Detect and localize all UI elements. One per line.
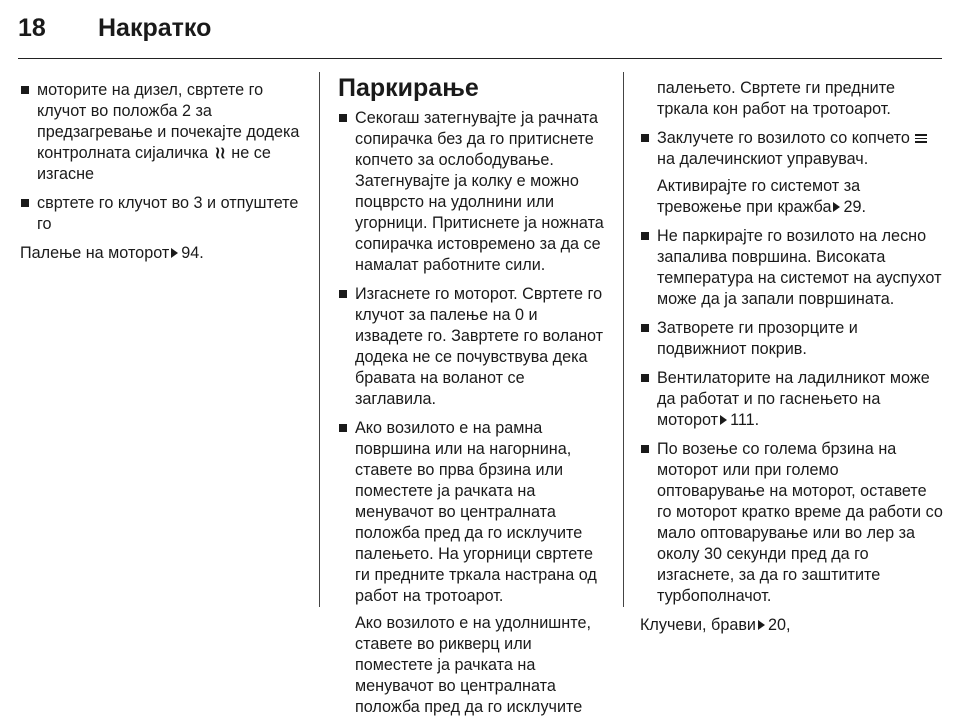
column-divider-1 <box>319 72 320 607</box>
page-reference-arrow-icon <box>833 202 840 212</box>
bullet-text: Затворете ги прозорците и подвижниот покрив. <box>657 319 858 358</box>
column-3 <box>640 80 944 644</box>
paragraph <box>640 176 944 218</box>
reference-page: 94. <box>181 244 204 262</box>
bullet-text: По возење со голема брзина на моторот или при големо оптоварување на моторот, оставете го моторот кратко време да работи со мало оптоварување или во лер за околу 30 секунди пред да го изгаснете, за да го заштитите турбополначот. <box>657 440 943 605</box>
column-2 <box>338 74 608 726</box>
paragraph: палењето. Свртете ги предните тркала кон работ на тротоарот. <box>657 79 895 118</box>
bullet-item <box>640 226 944 310</box>
page-reference-arrow-icon <box>720 415 727 425</box>
bullet-text: Ако возилото е на рамна површина или на нагорнина, ставете во прва брзина или поместете ја рачката на менувачот во централната положба пред да го исклучите палењето. На угорници свртете ги предните тркала настрана од работ на тротоарот. <box>355 419 597 605</box>
reference-text: Палење на моторот <box>20 244 170 262</box>
remote-lock-button-icon <box>915 134 927 143</box>
bullet-item <box>338 108 608 276</box>
page-reference-arrow-icon <box>758 620 765 630</box>
paragraph: Ако возилото е на удолнишнте, ставете во рикверц или поместете ја рачката на менувачот во централната положба пред да го исклучите <box>355 614 591 716</box>
glow-plug-icon: ≀≀ <box>214 144 225 162</box>
reference-page[interactable]: 29. <box>843 198 866 216</box>
bullet-text: Не паркирајте го возилото на лесно запалива површина. Високата температура на системот на ауспухот може да ја запали површината. <box>657 227 942 308</box>
bullet-text: не се изгасне <box>37 144 271 183</box>
bullet-item <box>640 128 944 170</box>
bullet-text: Секогаш затегнувајте ја рачната сопирачка без да го притиснете копчето за ослободување. Затегнувајте ја колку е можно поцврсто на удолнини или угорници. Притиснете ја ножната сопирачка истовремено за да се намалат работните сили. <box>355 109 604 274</box>
section-title: Паркирање <box>338 74 479 102</box>
paragraph-text: Активирајте го системот за тревожење при кражба <box>657 177 861 216</box>
column-divider-2 <box>623 72 624 607</box>
bullet-text: Заклучете го возилото со копчето <box>657 129 910 147</box>
bullet-text: Изгаснете го моторот. Свртете го клучот за палење на 0 и извадете го. Завртете го воланот додека не се почувствува дека бравата на воланот се заглавила. <box>355 285 604 408</box>
bullet-text: на далечинскиот управувач. <box>657 150 869 168</box>
bullet-item <box>338 284 608 410</box>
reference-page[interactable]: 111. <box>730 411 760 429</box>
bullet-item <box>338 418 608 607</box>
reference-page: 20, <box>767 616 791 634</box>
bullet-item <box>640 368 944 431</box>
bullet-item <box>20 80 302 185</box>
cross-reference[interactable] <box>20 243 302 264</box>
bullet-item <box>20 193 302 235</box>
column-1 <box>20 80 302 272</box>
page-reference-arrow-icon <box>171 248 178 258</box>
page-title: Накратко <box>98 14 212 42</box>
page-number: 18 <box>18 14 46 42</box>
cross-reference[interactable] <box>640 615 944 636</box>
bullet-text: Вентилаторите на ладилникот може да работат и по гаснењето на моторот <box>657 369 930 429</box>
page-header <box>18 14 211 43</box>
bullet-item <box>640 318 944 360</box>
reference-text: Клучеви, брави <box>640 616 756 634</box>
bullet-text: моторите на дизел, свртете го клучот во положба 2 за предзагревање и почекајте додека контролната сијаличка <box>37 81 300 162</box>
bullet-text: свртете го клучот во 3 и отпуштете го <box>37 194 299 233</box>
bullet-item <box>640 439 944 607</box>
header-divider <box>18 58 942 59</box>
